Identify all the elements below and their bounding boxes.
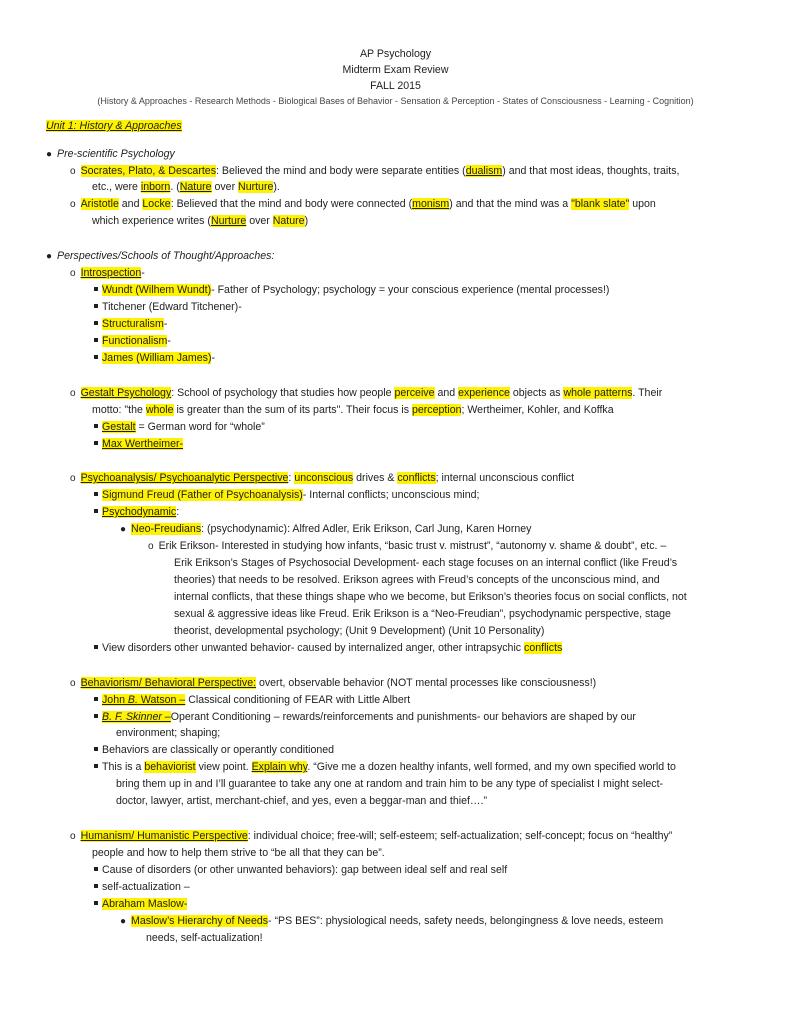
humanism-line-2: people and how to help them strive to “be all that they can be”. (92, 847, 385, 859)
circle-bullet-icon: o (70, 199, 76, 210)
james-line: James (William James)- (94, 352, 215, 365)
square-bullet-icon (94, 867, 98, 871)
erikson-line-1: o Erik Erikson- Interested in studying how infants, “basic trust v. mistrust”, “autonomy v. shame & doubt”, etc. – (148, 540, 667, 552)
erikson-line-6: theorist, developmental psychology; (Unit 9 Development) (Unit 10 Personality) (174, 625, 545, 637)
prescientific-heading: ● Pre-scientific Psychology (46, 148, 175, 160)
title-line-1: AP Psychology (359, 48, 432, 60)
circle-bullet-icon: o (70, 473, 76, 484)
title-line-3: FALL 2015 (370, 80, 421, 92)
gestalt-line-4: Max Wertheimer- (94, 438, 183, 451)
erikson-line-4: internal conflicts, that these things shape who we become, but Erikson’s theories focus on social conflicts, not (174, 591, 687, 603)
hierarchy-line-2: needs, self-actualization! (146, 932, 263, 944)
maslow-line: Abraham Maslow- (94, 898, 187, 911)
square-bullet-icon (94, 645, 98, 649)
square-bullet-icon (94, 424, 98, 428)
bullet-icon: ● (46, 251, 53, 262)
square-bullet-icon (94, 304, 98, 308)
circle-bullet-icon: o (70, 166, 76, 177)
neo-freudians-line: ● Neo-Freudians: (psychodynamic): Alfred Adler, Erik Erikson, Carl Jung, Karen Horney (120, 523, 532, 535)
square-bullet-icon (94, 287, 98, 291)
square-bullet-icon (94, 492, 98, 496)
circle-bullet-icon: o (148, 541, 154, 552)
prescientific-line-4: which experience writes (Nurture over Nature) (92, 215, 309, 227)
bullet-icon: ● (120, 916, 127, 927)
gestalt-line-1: o Gestalt Psychology: School of psychology that studies how people perceive and experience objects as whole patterns. Their (70, 387, 663, 399)
unit1-title: Unit 1: History & Approaches (46, 120, 182, 132)
circle-bullet-icon: o (70, 388, 76, 399)
psychoanalysis-line-1: o Psychoanalysis/ Psychoanalytic Perspective: unconscious drives & conflicts; internal unconscious conflict (70, 472, 575, 484)
erikson-line-3: theories) that needs to be resolved. Erikson agrees with Freud’s concepts of the unconscious mind, and (174, 574, 660, 586)
title-line-2: Midterm Exam Review (342, 64, 449, 76)
bullet-icon: ● (120, 524, 127, 535)
behaviorist-line-3: doctor, lawyer, artist, merchant-chief, and yes, even a beggar-man and thief….” (116, 795, 487, 807)
square-bullet-icon (94, 764, 98, 768)
circle-bullet-icon: o (70, 678, 76, 689)
introspection-line: o Introspection- (70, 267, 145, 279)
psychoanalysis-line-3: Psychodynamic: (94, 506, 179, 519)
square-bullet-icon (94, 697, 98, 701)
humanism-line-1: o Humanism/ Humanistic Perspective: individual choice; free-will; self-esteem; self-actualization; self-concept; focus on “healthy” (70, 830, 673, 842)
skinner-line-2: environment; shaping; (116, 727, 221, 739)
gestalt-line-2: motto: "the whole is greater than the sum of its parts". Their focus is perception; Wertheimer, Kohler, and Koffka (92, 404, 614, 416)
prescientific-line-2: etc., were inborn. (Nature over Nurture). (92, 181, 280, 193)
erikson-line-5: sexual & aggressive ideas like Freud. Erik Erikson is a “Neo-Freudian”, psychodynamic perspective, stage (174, 608, 671, 620)
square-bullet-icon (94, 321, 98, 325)
skinner-line: B. F. Skinner –Operant Conditioning – rewards/reinforcements and punishments- our behaviors are shaped by our (94, 711, 636, 724)
functionalism-line: Functionalism- (94, 335, 171, 348)
behaviorist-line-1: This is a behaviorist view point. Explain why. “Give me a dozen healthy infants, well formed, and my own specified world to (94, 761, 676, 774)
humanism-line-3: Cause of disorders (or other unwanted behaviors): gap between ideal self and real self (94, 864, 507, 877)
square-bullet-icon (94, 901, 98, 905)
watson-line: John B. Watson – Classical conditioning of FEAR with Little Albert (94, 694, 410, 707)
hierarchy-line-1: ● Maslow’s Hierarchy of Needs- “PS BES”: physiological needs, safety needs, belongingness & love needs, esteem (120, 915, 664, 927)
perspectives-heading: ● Perspectives/Schools of Thought/Approaches: (46, 250, 275, 262)
behaviorism-line-1: o Behaviorism/ Behavioral Perspective: overt, observable behavior (NOT mental processes like consciousness!) (70, 677, 597, 689)
gestalt-line-3: Gestalt = German word for “whole” (94, 421, 265, 434)
square-bullet-icon (94, 338, 98, 342)
prescientific-line-1: o Socrates, Plato, & Descartes: Believed the mind and body were separate entities (dualism) and that most ideas, thoughts, traits, (70, 165, 680, 177)
square-bullet-icon (94, 355, 98, 359)
units-subtitle: (History & Approaches - Research Methods - Biological Bases of Behavior - Sensation & Perception - States of Consciousness - Learning - Cognition) (97, 96, 694, 106)
titchener-line: Titchener (Edward Titchener)- (94, 301, 242, 314)
prescientific-line-3: o Aristotle and Locke: Believed that the mind and body were connected (monism) and that the mind was a "blank slate" upon (70, 198, 656, 210)
structuralism-line: Structuralism- (94, 318, 167, 331)
bullet-icon: ● (46, 149, 53, 160)
humanism-line-4: self-actualization – (94, 881, 190, 894)
erikson-line-2: Erik Erikson’s Stages of Psychosocial Development- each stage focuses on an internal conflict (like Freud’s (174, 557, 678, 569)
square-bullet-icon (94, 509, 98, 513)
square-bullet-icon (94, 441, 98, 445)
view-disorders-line: View disorders other unwanted behavior- caused by internalized anger, other intrapsychic conflicts (94, 642, 562, 655)
behaviorist-line-2: bring them up in and I’ll guarantee to take any one at random and train him to be any type of specialist I might select- (116, 778, 664, 790)
psychoanalysis-line-2: Sigmund Freud (Father of Psychoanalysis)- Internal conflicts; unconscious mind; (94, 489, 479, 502)
wundt-line: Wundt (Wilhem Wundt)- Father of Psychology; psychology = your conscious experience (mental processes!) (94, 284, 609, 297)
square-bullet-icon (94, 714, 98, 718)
circle-bullet-icon: o (70, 831, 76, 842)
square-bullet-icon (94, 884, 98, 888)
square-bullet-icon (94, 747, 98, 751)
circle-bullet-icon: o (70, 268, 76, 279)
conditioned-line: Behaviors are classically or operantly conditioned (94, 744, 334, 757)
unit1-heading (46, 120, 182, 133)
